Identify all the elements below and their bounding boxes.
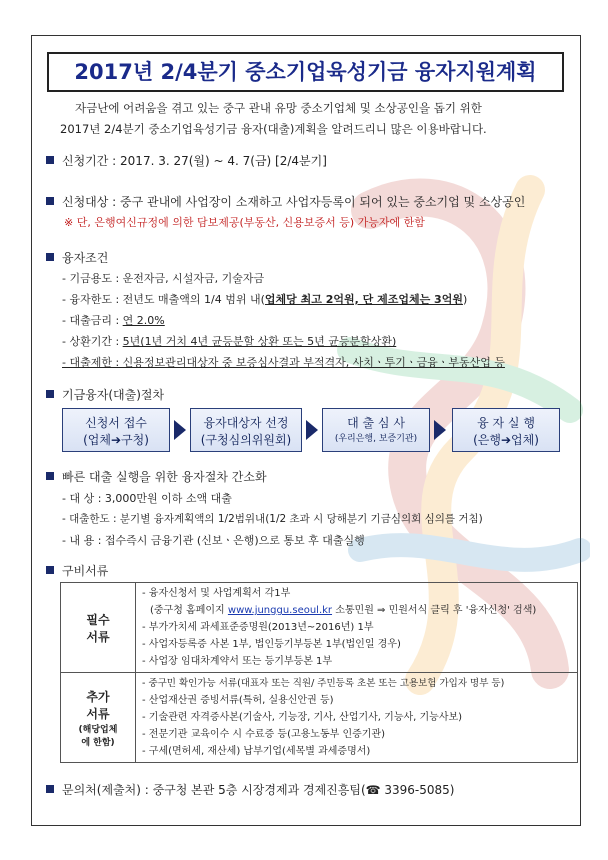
condition-rate-a: - 대출금리 : [62, 314, 123, 327]
bullet-square-icon [46, 156, 54, 164]
target-section [46, 193, 525, 210]
procedure-step-1 [62, 408, 170, 452]
list-item: - 산업재산권 증빙서류(특허, 실용신안권 등) [142, 695, 334, 706]
condition-restrict [62, 354, 505, 370]
list-item: - 전문기관 교육이수 시 수료증 등(고용노동부 인증기관) [142, 729, 386, 740]
extra-note-1: (해당업체 [78, 724, 118, 735]
bullet-square-icon [46, 253, 54, 261]
required-docs [136, 583, 578, 673]
extra-docs [136, 673, 578, 763]
apply-period [46, 152, 327, 169]
step-1-sub: (업체➔구청) [83, 433, 149, 447]
procedure-step-3 [322, 408, 430, 452]
list-item: - 사업장 임대차계약서 또는 등기부등본 1부 [142, 656, 333, 667]
condition-restrict-a: - 대출제한 [62, 356, 112, 369]
list-item-text: (중구청 홈페이지 [150, 605, 228, 616]
procedure-heading [46, 386, 164, 403]
fast-heading [46, 468, 267, 485]
extra-label-1: 추가 [86, 689, 110, 704]
fast-line-2: - 대출한도 : 분기별 융자계획액의 1/2범위내(1/2 초과 시 당해분기 기금심의회 심의를 거침) [62, 513, 483, 525]
fast-line-3: - 내 용 : 접수즉시 금융기관 (신보ㆍ은행)으로 통보 후 대출실행 [62, 534, 365, 547]
condition-limit-b: 업체당 최고 2억원, 단 제조업체는 3억원 [264, 293, 463, 306]
step-3-sub: (우리은행, 보증기관) [334, 434, 418, 444]
procedure-step-2 [190, 408, 302, 452]
bullet-square-icon [46, 197, 54, 205]
condition-repay-b: 5년(1년 거치 4년 균등분할 상환 또는 5년 균등분할상환) [122, 335, 397, 348]
condition-rate-b: 연 2.0% [122, 314, 165, 327]
docs-heading [46, 562, 108, 579]
fast-heading-text: 빠른 대출 실행을 위한 융자절차 간소화 [62, 470, 267, 484]
condition-repay-a: - 상환기간 : [62, 335, 123, 348]
extra-label [61, 673, 136, 763]
list-item: - 사업자등록증 사본 1부, 법인등기부등본 1부(법인일 경우) [142, 639, 401, 650]
docs-heading-text: 구비서류 [62, 564, 109, 578]
target-note: ※ 단, 은행여신규정에 의한 담보제공(부동산, 신용보증서 등) 가능자에 한함 [64, 216, 425, 229]
step-2-title: 융자대상자 선정 [203, 416, 289, 430]
homepage-link[interactable]: www.junggu.seoul.kr [227, 605, 333, 616]
arrow-right-icon [174, 420, 186, 440]
fast-line-1: - 대 상 : 3,000만원 이하 소액 대출 [62, 492, 232, 505]
conditions-heading [46, 249, 108, 266]
step-4-title: 융 자 실 행 [477, 416, 535, 430]
page-title: 2017년 2/4분기 중소기업육성기금 융자지원계획 [47, 52, 564, 92]
condition-limit-a: - 융자한도 : 전년도 매출액의 1/4 범위 내( [62, 293, 265, 306]
bullet-square-icon [46, 472, 54, 480]
intro-line-2: 2017년 2/4분기 중소기업육성기금 융자(대출)계획을 알려드리니 많은 이용바랍니다. [60, 122, 487, 136]
apply-period-text: 신청기간 : 2017. 3. 27(월) ~ 4. 7(금) [2/4분기] [62, 154, 327, 168]
list-item: - 중구민 확인가능 서류(대표자 또는 직원/ 주민등록 초본 또는 고용보험 가입자 명부 등) [142, 678, 505, 689]
target-text: 신청대상 : 중구 관내에 사업장이 소재하고 사업자등록이 되어 있는 중소기업 및 소상공인 [62, 195, 526, 209]
intro-line-1: 자금난에 어려움을 겪고 있는 중구 관내 유망 중소기업체 및 소상공인을 돕기 위한 [75, 101, 482, 115]
arrow-right-icon [434, 420, 446, 440]
extra-label-2: 서류 [86, 706, 110, 721]
contact-text: 문의처(제출처) : 중구청 본관 5층 시장경제과 경제진흥팀(☎ 3396-5085) [62, 783, 455, 797]
extra-note-2: 에 한함) [81, 737, 115, 748]
bullet-square-icon [46, 390, 54, 398]
procedure-step-4 [452, 408, 560, 452]
list-item: - 융자신청서 및 사업계획서 각1부 [142, 588, 291, 599]
condition-purpose: - 기금용도 : 운전자금, 시설자금, 기술자금 [62, 272, 265, 285]
step-2-sub: (구청심의위원회) [200, 433, 292, 447]
docs-table [60, 582, 578, 763]
condition-restrict-b: : 신용정보관리대상자 중 보증심사결과 부적격자, 사치ㆍ투기ㆍ금융ㆍ부동산업 등 [111, 356, 505, 369]
conditions-heading-text: 융자조건 [62, 251, 109, 265]
list-item-text: 소통민원 ⇒ 민원서식 클릭 후 '융자신청' 검색) [332, 605, 537, 616]
procedure-heading-text: 기금융자(대출)절차 [62, 388, 165, 402]
arrow-right-icon [306, 420, 318, 440]
list-item: - 구세(면허세, 재산세) 납부기업(세목별 과세증명서) [142, 746, 371, 757]
step-3-title: 대 출 심 사 [347, 416, 405, 430]
contact [46, 781, 455, 798]
condition-limit [62, 291, 467, 307]
list-item [142, 602, 571, 619]
list-item: - 부가가치세 과세표준증명원(2013년~2016년) 1부 [142, 622, 374, 633]
required-label-2: 서류 [86, 629, 110, 644]
condition-rate [62, 312, 165, 328]
step-1-title: 신청서 접수 [85, 416, 147, 430]
list-item: - 기술관련 자격증사본(기술사, 기능장, 기사, 산업기사, 기능사, 기능사보) [142, 712, 463, 723]
bullet-square-icon [46, 785, 54, 793]
required-label-1: 필수 [86, 612, 110, 627]
required-label [61, 583, 136, 673]
step-4-sub: (은행➔업체) [473, 433, 539, 447]
condition-limit-c: ) [462, 293, 468, 306]
condition-repay [62, 333, 396, 349]
bullet-square-icon [46, 566, 54, 574]
